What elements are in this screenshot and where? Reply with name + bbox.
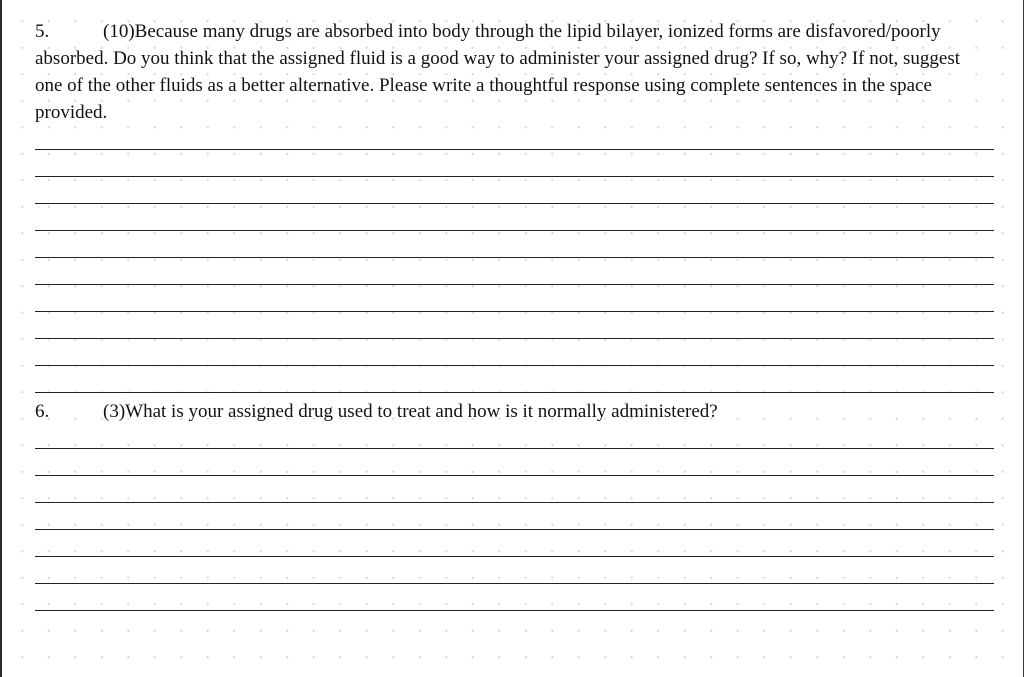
answer-line[interactable] (35, 338, 994, 339)
answer-line[interactable] (35, 556, 994, 557)
question-6-text: (3)What is your assigned drug used to treat and how is it normally administered? (103, 401, 718, 422)
question-6-number: 6. (35, 401, 50, 422)
answer-line[interactable] (35, 230, 994, 231)
answer-line[interactable] (35, 529, 994, 530)
answer-line[interactable] (35, 311, 994, 312)
answer-line[interactable] (35, 176, 994, 177)
answer-line[interactable] (35, 583, 994, 584)
answer-line[interactable] (35, 392, 994, 393)
question-5-text: (10)Because many drugs are absorbed into body through the lipid bilayer, ionized forms are disfavored/poorly absorbed. Do you think that the assigned fluid is a good way to administer your assigned drug? If so, why? If not, suggest one of the other fluids as a better alternative. Please write a thoughtful response using complete sentences in the space provided. (35, 21, 961, 123)
answer-line[interactable] (35, 203, 994, 204)
answer-line[interactable] (35, 610, 994, 611)
answer-line[interactable] (35, 502, 994, 503)
answer-line[interactable] (35, 257, 994, 258)
answer-line[interactable] (35, 448, 994, 449)
question-5-number: 5. (35, 21, 50, 42)
answer-line[interactable] (35, 284, 994, 285)
answer-line[interactable] (35, 365, 994, 366)
answer-line[interactable] (35, 149, 994, 150)
answer-line[interactable] (35, 475, 994, 476)
question-6 (35, 398, 965, 425)
question-5 (35, 18, 965, 126)
